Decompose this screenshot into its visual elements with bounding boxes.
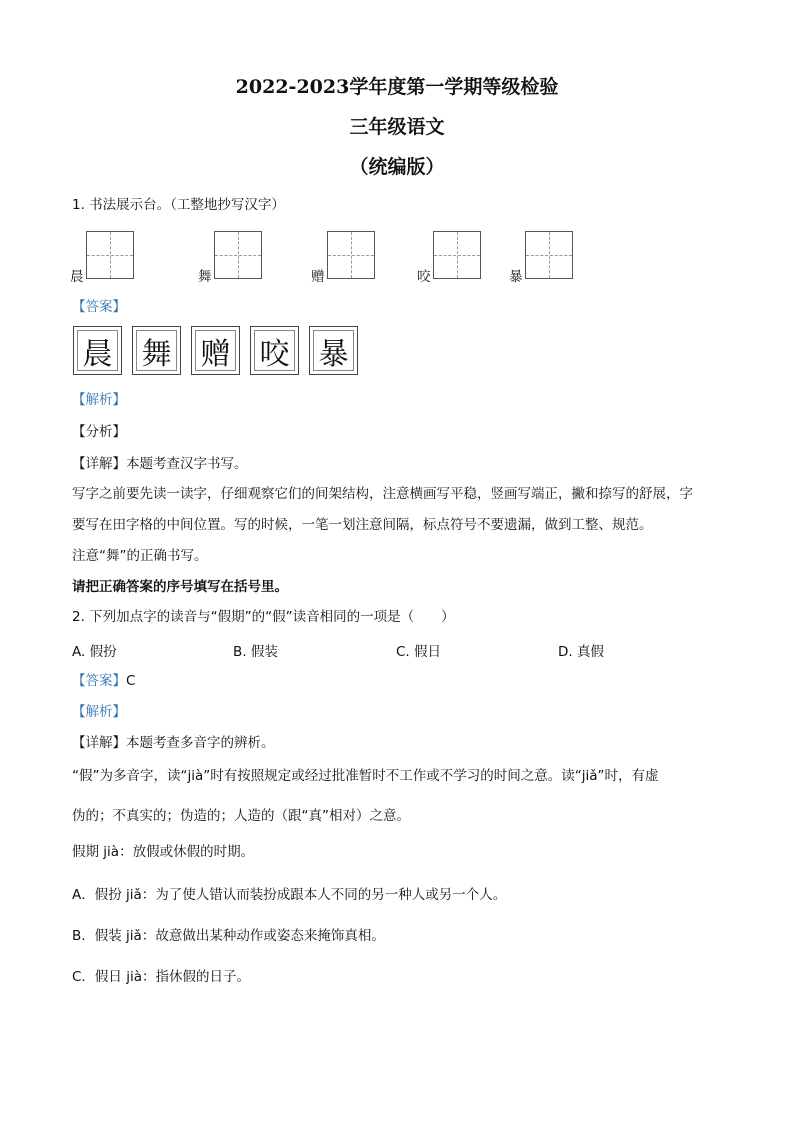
q2-explain-line1: “假”为多音字，读“jià”时有按照规定或经过批准暂时不工作或不学习的时间之意。读“jiǎ”时，有虚: [72, 768, 659, 784]
option-d: D. 真假: [558, 644, 604, 660]
option-b: B. 假装: [233, 644, 278, 660]
tianzige-cell: [433, 231, 481, 279]
practice-char: 咬: [417, 269, 431, 285]
tianzige-cell: [525, 231, 573, 279]
analysis-tag: 【解析】: [72, 704, 126, 720]
answer-char-box: 暴: [309, 326, 358, 375]
answer-char-box: 晨: [73, 326, 122, 375]
tianzige-cell: [327, 231, 375, 279]
q2-detail: [72, 733, 275, 753]
q1-detail: [72, 454, 248, 474]
q2-option-a-explain: A．假扮 jiǎ：为了使人错认而装扮成跟本人不同的另一种人或另一个人。: [72, 887, 507, 903]
q2-answer: [72, 671, 135, 691]
detail-tag: 【详解】: [72, 456, 126, 472]
tianzige-cell: [214, 231, 262, 279]
q2-jiaqi: 假期 jià：放假或休假的时期。: [72, 844, 255, 860]
q1-detail-line3: 注意“舞”的正确书写。: [72, 548, 208, 564]
option-a: A. 假扮: [72, 644, 117, 660]
tianzige-cell: [86, 231, 134, 279]
detail-intro: 本题考查多音字的辨析。: [126, 735, 275, 751]
answer-tag: 【答案】: [72, 673, 126, 689]
practice-char: 赠: [311, 269, 325, 285]
option-c: C. 假日: [396, 644, 442, 660]
practice-char: 暴: [509, 269, 523, 285]
q1-detail-line1: 写字之前要先读一读字，仔细观察它们的间架结构，注意横画写平稳，竖画写端正，撇和捺写的舒展，字: [72, 486, 693, 502]
practice-item-2: [198, 231, 268, 285]
answer-value: C: [126, 673, 136, 689]
q2-explain-line2: 伪的；不真实的；伪造的；人造的（跟“真”相对）之意。: [72, 808, 410, 824]
practice-item-4: [417, 231, 487, 285]
q1-question: 1. 书法展示台。（工整地抄写汉字）: [72, 197, 285, 213]
detail-intro: 本题考查汉字书写。: [126, 456, 248, 472]
analysis-tag: 【解析】: [72, 392, 126, 408]
practice-item-5: [509, 231, 579, 285]
answer-char-box: 咬: [250, 326, 299, 375]
q1-detail-line2: 要写在田字格的中间位置。写的时候，一笔一划注意间隔，标点符号不要遗漏，做到工整、规范。: [72, 517, 653, 533]
answer-tag: 【答案】: [72, 299, 126, 315]
answer-char-box: 舞: [132, 326, 181, 375]
section-instruction: 请把正确答案的序号填写在括号里。: [72, 579, 288, 595]
practice-char: 晨: [70, 269, 84, 285]
fenxi-tag: 【分析】: [72, 424, 126, 440]
q2-option-b-explain: B．假装 jiǎ：故意做出某种动作或姿态来掩饰真相。: [72, 928, 385, 944]
practice-item-3: [311, 231, 381, 285]
q2-question: 2. 下列加点字的读音与“假期”的“假”读音相同的一项是（ ）: [72, 609, 455, 625]
doc-subtitle-grade: 三年级语文: [349, 116, 445, 138]
detail-tag: 【详解】: [72, 735, 126, 751]
answer-char-box: 赠: [191, 326, 240, 375]
practice-item-1: [70, 231, 140, 285]
q2-option-c-explain: C．假日 jià：指休假的日子。: [72, 969, 250, 985]
doc-title: 2022-2023学年度第一学期等级检验: [235, 76, 559, 98]
practice-char: 舞: [198, 269, 212, 285]
doc-subtitle-edition: （统编版）: [349, 156, 445, 178]
